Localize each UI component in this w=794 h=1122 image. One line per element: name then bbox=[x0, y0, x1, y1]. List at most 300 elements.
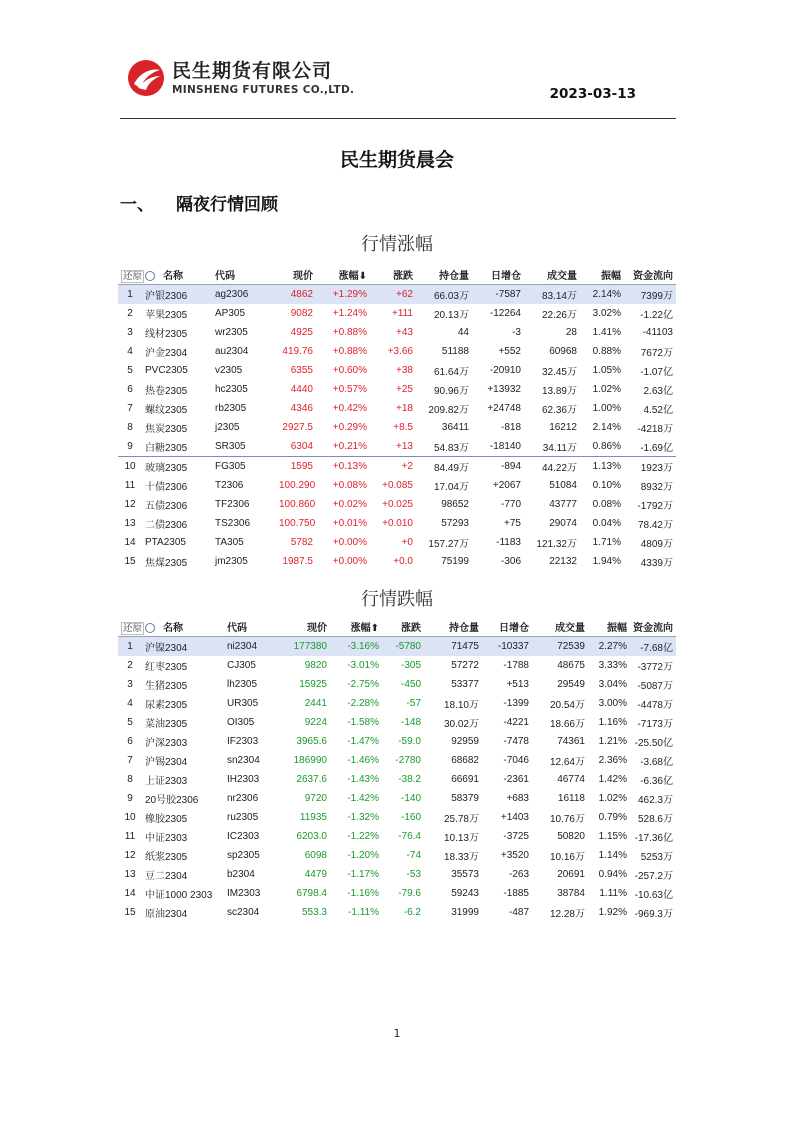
cell-fund-flow: 8932万 bbox=[640, 482, 673, 493]
cell-code: nr2306 bbox=[227, 793, 259, 804]
cell-change-pct: -1.43% bbox=[347, 774, 379, 785]
cell-name: 中证2303 bbox=[145, 833, 188, 844]
cell-fund-flow: -7.68亿 bbox=[630, 637, 676, 657]
cell-open-interest: 92959 bbox=[451, 736, 479, 747]
cell-amplitude: 1.14% bbox=[598, 850, 627, 861]
cell-open-interest: 18.10万 bbox=[443, 700, 479, 711]
column-header-change-pct[interactable]: 涨幅⬇ bbox=[316, 265, 370, 285]
cell-change-pct: -2.28% bbox=[347, 698, 379, 709]
cell-fund-flow: -6.36亿 bbox=[640, 776, 673, 787]
cell-amplitude: 1.21% bbox=[598, 736, 627, 747]
table-row[interactable] bbox=[118, 342, 676, 361]
cell-name: 二债2306 bbox=[145, 520, 188, 531]
cell-change: -74 bbox=[406, 850, 421, 861]
gear-icon[interactable] bbox=[145, 623, 155, 633]
cell-amplitude: 0.88% bbox=[592, 346, 621, 357]
cell-reset: 10 bbox=[124, 812, 136, 823]
cell-change-pct: -1.46% bbox=[347, 755, 379, 766]
table-row[interactable] bbox=[118, 770, 676, 789]
cell-oi-change: +1403 bbox=[500, 812, 529, 823]
table-row[interactable] bbox=[118, 808, 676, 827]
cell-price: 6203.0 bbox=[296, 831, 327, 842]
cell-reset: 8 bbox=[127, 774, 133, 785]
cell-open-interest: 66.03万 bbox=[416, 285, 472, 305]
cell-change: -79.6 bbox=[398, 888, 421, 899]
cell-volume: 83.14万 bbox=[524, 285, 580, 305]
cell-volume: 121.32万 bbox=[536, 539, 577, 550]
cell-reset: 15 bbox=[124, 907, 136, 918]
cell-change-pct: +0.13% bbox=[332, 461, 367, 472]
table-row[interactable] bbox=[118, 361, 676, 380]
table-row[interactable] bbox=[118, 304, 676, 323]
cell-reset: 7 bbox=[127, 755, 133, 766]
table-row[interactable] bbox=[118, 751, 676, 770]
section-heading bbox=[120, 190, 278, 215]
column-header-reset[interactable] bbox=[118, 265, 142, 285]
cell-amplitude: 1.92% bbox=[598, 907, 627, 918]
table-row[interactable] bbox=[118, 713, 676, 732]
cell-oi-change: -3725 bbox=[503, 831, 529, 842]
cell-reset: 5 bbox=[127, 717, 133, 728]
cell-change-pct: +0.42% bbox=[332, 403, 367, 414]
column-label: 名称 bbox=[163, 623, 183, 634]
cell-open-interest: 35573 bbox=[451, 869, 479, 880]
column-header-change[interactable]: 涨跌 bbox=[382, 617, 424, 637]
cell-fund-flow: -3772万 bbox=[637, 662, 673, 673]
cell-reset: 11 bbox=[124, 480, 136, 491]
cell-volume: 50820 bbox=[557, 831, 585, 842]
table-row[interactable] bbox=[118, 457, 676, 477]
table-row[interactable] bbox=[118, 656, 676, 675]
cell-amplitude: 1.13% bbox=[592, 461, 621, 472]
cell-amplitude: 1.00% bbox=[592, 403, 621, 414]
column-header-oi-change[interactable]: 日增仓 bbox=[472, 265, 524, 285]
cell-open-interest: 68682 bbox=[451, 755, 479, 766]
cell-name: 红枣2305 bbox=[145, 662, 188, 673]
cell-change: -6.2 bbox=[403, 907, 421, 918]
cell-open-interest: 51188 bbox=[441, 346, 469, 357]
cell-change: +62 bbox=[370, 285, 416, 305]
cell-change: -57 bbox=[406, 698, 421, 709]
cell-oi-change: -4221 bbox=[503, 717, 529, 728]
logo-chinese-name: 民生期货有限公司 bbox=[172, 60, 333, 82]
cell-open-interest: 209.82万 bbox=[428, 405, 469, 416]
cell-oi-change: -1183 bbox=[496, 537, 521, 548]
cell-reset: 12 bbox=[124, 499, 136, 510]
cell-volume: 22.26万 bbox=[541, 310, 577, 321]
cell-change-pct: +1.29% bbox=[316, 285, 370, 305]
table-row[interactable] bbox=[118, 865, 676, 884]
cell-code: v2305 bbox=[215, 365, 243, 376]
cell-amplitude: 2.14% bbox=[592, 422, 621, 433]
cell-reset: 9 bbox=[118, 437, 142, 457]
cell-name: 线材2305 bbox=[145, 329, 188, 340]
cell-volume: 12.64万 bbox=[549, 757, 585, 768]
cell-open-interest: 44 bbox=[457, 327, 469, 338]
gainers-header-row bbox=[118, 265, 676, 285]
cell-name: PTA2305 bbox=[145, 537, 186, 548]
cell-oi-change: -10337 bbox=[482, 637, 532, 657]
cell-change: +25 bbox=[396, 384, 413, 395]
cell-name: 20号胶2306 bbox=[145, 795, 199, 806]
cell-reset: 14 bbox=[124, 888, 136, 899]
table-row[interactable] bbox=[118, 285, 676, 305]
cell-oi-change: -306 bbox=[500, 556, 521, 567]
table-row[interactable] bbox=[118, 437, 676, 457]
cell-oi-change: -12264 bbox=[489, 308, 521, 319]
cell-price: 100.290 bbox=[279, 480, 316, 491]
cell-volume: 34.11万 bbox=[524, 437, 580, 457]
report-date: 2023-03-13 bbox=[549, 86, 636, 102]
cell-price: 2637.6 bbox=[296, 774, 327, 785]
cell-fund-flow: 1923万 bbox=[640, 463, 673, 474]
cell-oi-change: +13932 bbox=[487, 384, 521, 395]
cell-reset: 7 bbox=[127, 403, 133, 414]
cell-volume: 29549 bbox=[557, 679, 585, 690]
column-header-code[interactable]: 代码 bbox=[212, 265, 276, 285]
column-header-change[interactable]: 涨跌 bbox=[370, 265, 416, 285]
cell-name: 白糖2305 bbox=[142, 437, 212, 457]
cell-oi-change: +24748 bbox=[487, 403, 521, 414]
cell-volume: 10.16万 bbox=[549, 852, 585, 863]
cell-name: 螺纹2305 bbox=[145, 405, 188, 416]
cell-fund-flow: -5087万 bbox=[637, 681, 673, 692]
column-header-volume[interactable]: 成交量 bbox=[532, 617, 588, 637]
cell-change-pct: +0.00% bbox=[332, 537, 367, 548]
gainers-table bbox=[118, 265, 676, 571]
cell-price: 4862 bbox=[276, 285, 316, 305]
cell-reset: 14 bbox=[124, 537, 136, 548]
cell-change: -140 bbox=[400, 793, 421, 804]
reset-button[interactable]: 还原 bbox=[123, 270, 143, 282]
cell-code: jm2305 bbox=[215, 556, 248, 567]
cell-change-pct: +1.24% bbox=[332, 308, 367, 319]
table-row[interactable] bbox=[118, 903, 676, 922]
cell-fund-flow: -4218万 bbox=[637, 424, 673, 435]
cell-reset: 3 bbox=[127, 679, 133, 690]
cell-amplitude: 3.00% bbox=[598, 698, 627, 709]
cell-volume: 72539 bbox=[532, 637, 588, 657]
cell-amplitude: 3.33% bbox=[598, 660, 627, 671]
cell-open-interest: 57272 bbox=[451, 660, 479, 671]
table-row[interactable] bbox=[118, 827, 676, 846]
cell-oi-change: -18140 bbox=[472, 437, 524, 457]
table-row[interactable] bbox=[118, 399, 676, 418]
cell-price: 2927.5 bbox=[282, 422, 313, 433]
cell-change-pct: -1.42% bbox=[347, 793, 379, 804]
cell-change-pct: +0.01% bbox=[332, 518, 367, 529]
column-header-open-interest[interactable]: 持仓量 bbox=[416, 265, 472, 285]
cell-name: 焦炭2305 bbox=[145, 424, 188, 435]
cell-oi-change: -7046 bbox=[503, 755, 529, 766]
cell-change: -38.2 bbox=[398, 774, 421, 785]
table-row[interactable] bbox=[118, 846, 676, 865]
cell-open-interest: 53377 bbox=[451, 679, 479, 690]
cell-change-pct: +0.29% bbox=[332, 422, 367, 433]
cell-name: 菜油2305 bbox=[145, 719, 188, 730]
table-row[interactable] bbox=[118, 533, 676, 552]
cell-change-pct: -1.32% bbox=[347, 812, 379, 823]
cell-amplitude: 1.05% bbox=[592, 365, 621, 376]
gear-icon[interactable] bbox=[145, 271, 155, 281]
column-header-amplitude[interactable]: 振幅 bbox=[588, 617, 630, 637]
cell-open-interest: 59243 bbox=[451, 888, 479, 899]
cell-oi-change: -1788 bbox=[503, 660, 529, 671]
column-header-name bbox=[142, 617, 224, 637]
cell-amplitude: 0.08% bbox=[592, 499, 621, 510]
column-header-fund-flow[interactable]: 资金流向 bbox=[624, 265, 676, 285]
cell-name: 中证1000 2303 bbox=[145, 890, 213, 901]
cell-fund-flow: -25.50亿 bbox=[634, 738, 673, 749]
cell-reset: 8 bbox=[127, 422, 133, 433]
cell-reset: 4 bbox=[127, 698, 133, 709]
cell-reset: 9 bbox=[127, 793, 133, 804]
losers-title: 行情跌幅 bbox=[361, 589, 433, 610]
table-row[interactable] bbox=[118, 552, 676, 571]
company-logo bbox=[126, 56, 386, 104]
cell-reset: 5 bbox=[127, 365, 133, 376]
cell-reset: 2 bbox=[127, 660, 133, 671]
cell-code: lh2305 bbox=[227, 679, 258, 690]
cell-reset: 2 bbox=[127, 308, 133, 319]
cell-price: 9224 bbox=[304, 717, 327, 728]
cell-change: +8.5 bbox=[393, 422, 413, 433]
cell-change: -305 bbox=[400, 660, 421, 671]
table-row[interactable] bbox=[118, 323, 676, 342]
cell-amplitude: 3.02% bbox=[592, 308, 621, 319]
table-row[interactable] bbox=[118, 694, 676, 713]
cell-volume: 38784 bbox=[557, 888, 585, 899]
cell-volume: 32.45万 bbox=[541, 367, 577, 378]
cell-price: 6798.4 bbox=[296, 888, 327, 899]
column-header-oi-change[interactable]: 日增仓 bbox=[482, 617, 532, 637]
cell-amplitude: 0.86% bbox=[580, 437, 624, 457]
cell-change-pct: +0.88% bbox=[332, 346, 367, 357]
cell-price: 15925 bbox=[299, 679, 327, 690]
column-header-fund-flow[interactable]: 资金流向 bbox=[630, 617, 676, 637]
cell-change: -53 bbox=[406, 869, 421, 880]
cell-price: 177380 bbox=[280, 637, 330, 657]
column-header-open-interest[interactable]: 持仓量 bbox=[424, 617, 482, 637]
cell-code: sp2305 bbox=[227, 850, 260, 861]
cell-price: 3965.6 bbox=[296, 736, 327, 747]
cell-amplitude: 1.11% bbox=[599, 888, 627, 899]
column-header-volume[interactable]: 成交量 bbox=[524, 265, 580, 285]
cell-change: +0.010 bbox=[382, 518, 413, 529]
cell-open-interest: 36411 bbox=[441, 422, 469, 433]
column-header-reset[interactable] bbox=[118, 617, 142, 637]
cell-price: 553.3 bbox=[301, 907, 327, 918]
cell-oi-change: +683 bbox=[506, 793, 529, 804]
cell-code: IF2303 bbox=[227, 736, 259, 747]
cell-change: +0.0 bbox=[393, 556, 413, 567]
cell-code: AP305 bbox=[215, 308, 246, 319]
cell-change-pct: -1.22% bbox=[347, 831, 379, 842]
cell-fund-flow: -1792万 bbox=[637, 501, 673, 512]
cell-code: CJ305 bbox=[227, 660, 256, 671]
table-row[interactable] bbox=[118, 789, 676, 808]
cell-code: SR305 bbox=[212, 437, 276, 457]
section-title: 隔夜行情回顾 bbox=[176, 195, 278, 215]
cell-change: +2 bbox=[401, 461, 413, 472]
cell-oi-change: -20910 bbox=[489, 365, 521, 376]
cell-amplitude: 1.42% bbox=[598, 774, 627, 785]
cell-fund-flow: -41103 bbox=[642, 327, 673, 338]
cell-change: -160 bbox=[400, 812, 421, 823]
column-header-price[interactable]: 现价 bbox=[276, 265, 316, 285]
cell-code: j2305 bbox=[215, 422, 240, 433]
cell-fund-flow: 2.63亿 bbox=[643, 386, 673, 397]
cell-amplitude: 0.94% bbox=[598, 869, 627, 880]
cell-code: T2306 bbox=[215, 480, 244, 491]
cell-volume: 22132 bbox=[549, 556, 577, 567]
cell-fund-flow: 78.42万 bbox=[637, 520, 673, 531]
column-header-price[interactable]: 现价 bbox=[280, 617, 330, 637]
cell-volume: 44.22万 bbox=[541, 463, 577, 474]
cell-name: 十债2306 bbox=[145, 482, 188, 493]
cell-name: 热卷2305 bbox=[145, 386, 188, 397]
cell-name: 原油2304 bbox=[145, 909, 188, 920]
cell-oi-change: -3 bbox=[512, 327, 521, 338]
cell-volume: 46774 bbox=[557, 774, 585, 785]
cell-price: 4479 bbox=[304, 869, 327, 880]
cell-volume: 18.66万 bbox=[549, 719, 585, 730]
cell-code: FG305 bbox=[215, 461, 246, 472]
cell-change-pct: +0.60% bbox=[332, 365, 367, 376]
cell-amplitude: 2.36% bbox=[598, 755, 627, 766]
column-header-amplitude[interactable]: 振幅 bbox=[580, 265, 624, 285]
cell-change: +18 bbox=[396, 403, 413, 414]
cell-code: b2304 bbox=[227, 869, 255, 880]
cell-volume: 16118 bbox=[557, 793, 585, 804]
cell-code: UR305 bbox=[227, 698, 259, 709]
cell-name: 沪镍2304 bbox=[142, 637, 224, 657]
table-row[interactable] bbox=[118, 675, 676, 694]
cell-volume: 29074 bbox=[549, 518, 577, 529]
cell-open-interest: 157.27万 bbox=[428, 539, 469, 550]
cell-fund-flow: 462.3万 bbox=[637, 795, 673, 806]
cell-volume: 62.36万 bbox=[541, 405, 577, 416]
table-row[interactable] bbox=[118, 476, 676, 495]
cell-oi-change: +3520 bbox=[500, 850, 529, 861]
cell-name: 尿素2305 bbox=[145, 700, 188, 711]
cell-change-pct: +0.00% bbox=[332, 556, 367, 567]
cell-name: 沪锡2304 bbox=[145, 757, 188, 768]
cell-oi-change: +75 bbox=[504, 518, 521, 529]
cell-open-interest: 30.02万 bbox=[443, 719, 479, 730]
gainers-title: 行情涨幅 bbox=[361, 234, 433, 255]
cell-oi-change: -770 bbox=[500, 499, 521, 510]
cell-fund-flow: -4478万 bbox=[637, 700, 673, 711]
cell-price: 9720 bbox=[304, 793, 327, 804]
cell-fund-flow: -969.3万 bbox=[634, 909, 673, 920]
cell-change-pct: +0.08% bbox=[332, 480, 367, 491]
cell-volume: 20691 bbox=[557, 869, 585, 880]
cell-name: 豆二2304 bbox=[145, 871, 188, 882]
reset-button[interactable]: 还原 bbox=[123, 622, 143, 634]
cell-fund-flow: 7672万 bbox=[640, 348, 673, 359]
cell-price: 11935 bbox=[299, 812, 327, 823]
cell-change: -59.0 bbox=[398, 736, 421, 747]
cell-amplitude: 0.10% bbox=[592, 480, 621, 491]
cell-change-pct: -1.16% bbox=[347, 888, 379, 899]
cell-volume: 43777 bbox=[549, 499, 577, 510]
table-row[interactable] bbox=[118, 732, 676, 751]
table-row[interactable] bbox=[118, 637, 676, 657]
cell-change: +0.085 bbox=[382, 480, 413, 491]
cell-fund-flow: 4.52亿 bbox=[643, 405, 673, 416]
cell-volume: 60968 bbox=[549, 346, 577, 357]
cell-change: -2780 bbox=[395, 755, 421, 766]
cell-open-interest: 98652 bbox=[441, 499, 469, 510]
cell-volume: 16212 bbox=[549, 422, 577, 433]
cell-price: 419.76 bbox=[282, 346, 313, 357]
column-header-change-pct[interactable]: 涨幅⬆ bbox=[330, 617, 382, 637]
cell-change: -450 bbox=[400, 679, 421, 690]
column-header-code[interactable]: 代码 bbox=[224, 617, 280, 637]
cell-open-interest: 10.13万 bbox=[443, 833, 479, 844]
cell-reset: 10 bbox=[124, 461, 136, 472]
cell-open-interest: 54.83万 bbox=[416, 437, 472, 457]
table-row[interactable] bbox=[118, 380, 676, 399]
table-row[interactable] bbox=[118, 418, 676, 437]
cell-price: 1987.5 bbox=[282, 556, 313, 567]
section-number: 一、 bbox=[120, 195, 154, 215]
cell-change-pct: -3.01% bbox=[347, 660, 379, 671]
cell-open-interest: 61.64万 bbox=[433, 367, 469, 378]
cell-name: 橡胶2305 bbox=[145, 814, 188, 825]
cell-name: 纸浆2305 bbox=[145, 852, 188, 863]
cell-amplitude: 1.16% bbox=[598, 717, 627, 728]
cell-fund-flow: -7173万 bbox=[637, 719, 673, 730]
cell-change: +13 bbox=[370, 437, 416, 457]
cell-amplitude: 1.02% bbox=[592, 384, 621, 395]
cell-fund-flow: -257.2万 bbox=[634, 871, 673, 882]
cell-price: 100.860 bbox=[279, 499, 316, 510]
cell-oi-change: -818 bbox=[500, 422, 521, 433]
cell-price: 100.750 bbox=[279, 518, 316, 529]
cell-open-interest: 71475 bbox=[424, 637, 482, 657]
cell-fund-flow: -1.22亿 bbox=[640, 310, 673, 321]
losers-header-row bbox=[118, 617, 676, 637]
cell-code: ni2304 bbox=[224, 637, 280, 657]
cell-change-pct: +0.21% bbox=[316, 437, 370, 457]
cell-oi-change: +513 bbox=[506, 679, 529, 690]
cell-amplitude: 1.94% bbox=[592, 556, 621, 567]
cell-fund-flow: 4809万 bbox=[640, 539, 673, 550]
cell-code: wr2305 bbox=[215, 327, 248, 338]
cell-change-pct: -1.47% bbox=[347, 736, 379, 747]
cell-fund-flow: 528.6万 bbox=[637, 814, 673, 825]
cell-amplitude: 0.79% bbox=[598, 812, 627, 823]
table-row[interactable] bbox=[118, 884, 676, 903]
cell-open-interest: 20.13万 bbox=[433, 310, 469, 321]
table-row[interactable] bbox=[118, 514, 676, 533]
cell-fund-flow: -3.68亿 bbox=[640, 757, 673, 768]
cell-change: +0 bbox=[401, 537, 413, 548]
cell-reset: 3 bbox=[127, 327, 133, 338]
cell-code: IC2303 bbox=[227, 831, 260, 842]
cell-reset: 4 bbox=[127, 346, 133, 357]
cell-amplitude: 0.04% bbox=[592, 518, 621, 529]
cell-code: sc2304 bbox=[227, 907, 260, 918]
page-header bbox=[120, 56, 676, 119]
cell-oi-change: +2067 bbox=[492, 480, 521, 491]
table-row[interactable] bbox=[118, 495, 676, 514]
cell-code: IM2303 bbox=[227, 888, 261, 899]
cell-reset: 1 bbox=[118, 637, 142, 657]
document-title: 民生期货晨会 bbox=[339, 149, 454, 171]
